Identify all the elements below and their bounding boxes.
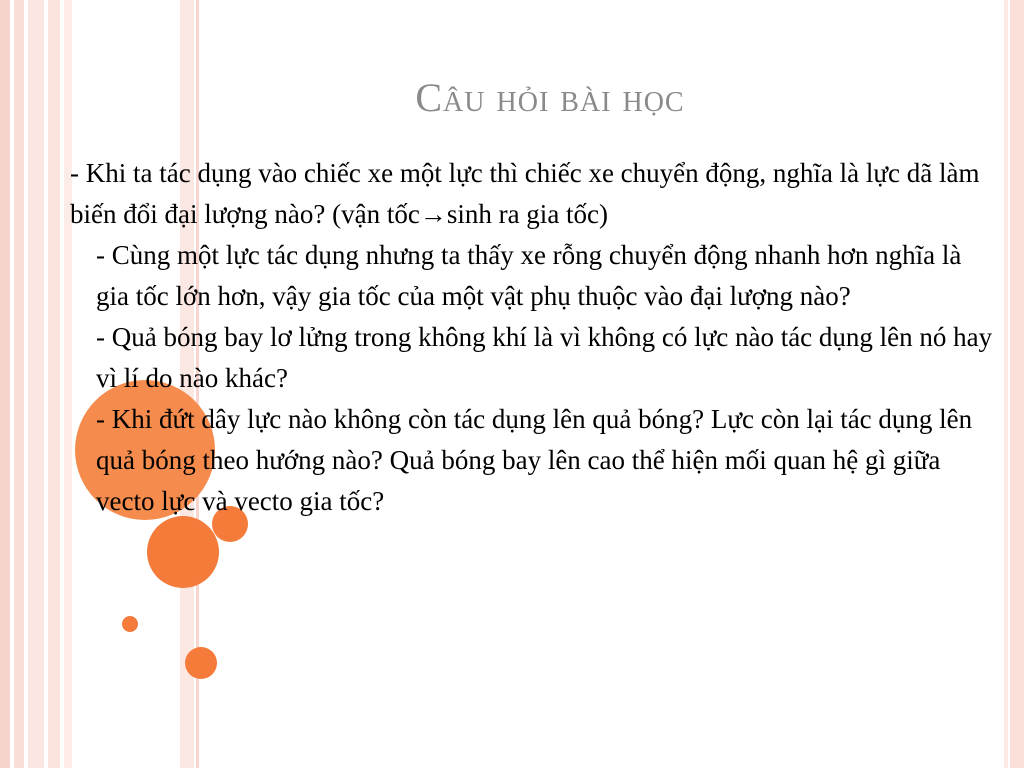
question-1-text: - Khi ta tác dụng vào chiếc xe một lực thì chiếc xe chuyển động, nghĩa là lực dã làm biến đổi đại lượng nào? (vận tốc [70, 158, 980, 229]
question-4: - Khi đứt dây lực nào không còn tác dụng lên quả bóng? Lực còn lại tác dụng lên quả bóng theo hướng nào? Quả bóng bay lên cao thể hiện mối quan hệ gì giữa vecto lực và vecto gia tốc? [96, 404, 973, 516]
stripe [48, 0, 60, 768]
stripe [28, 0, 44, 768]
slide-body [70, 153, 995, 522]
right-stripe [1010, 0, 1024, 768]
right-stripe-thin [1004, 0, 1008, 768]
decorative-circle-dot [185, 647, 217, 679]
question-1 [70, 153, 995, 235]
stripe [14, 0, 24, 768]
slide-title: Câu hỏi bài học [415, 75, 685, 120]
question-1-text-end: sinh ra gia tốc) [446, 199, 609, 229]
question-2: - Cùng một lực tác dụng nhưng ta thấy xe rỗng chuyển động nhanh hơn nghĩa là gia tốc lớn hơn, vậy gia tốc của một vật phụ thuộc vào đại lượng nào? [96, 240, 962, 311]
decorative-circle-tiny [122, 616, 138, 632]
question-3: - Quả bóng bay lơ lửng trong không khí là vì không có lực nào tác dụng lên nó hay vì lí do nào khác? [96, 322, 993, 393]
decorative-circle-medium [147, 516, 219, 588]
arrow-right-icon: → [419, 199, 447, 229]
stripe [0, 0, 10, 768]
